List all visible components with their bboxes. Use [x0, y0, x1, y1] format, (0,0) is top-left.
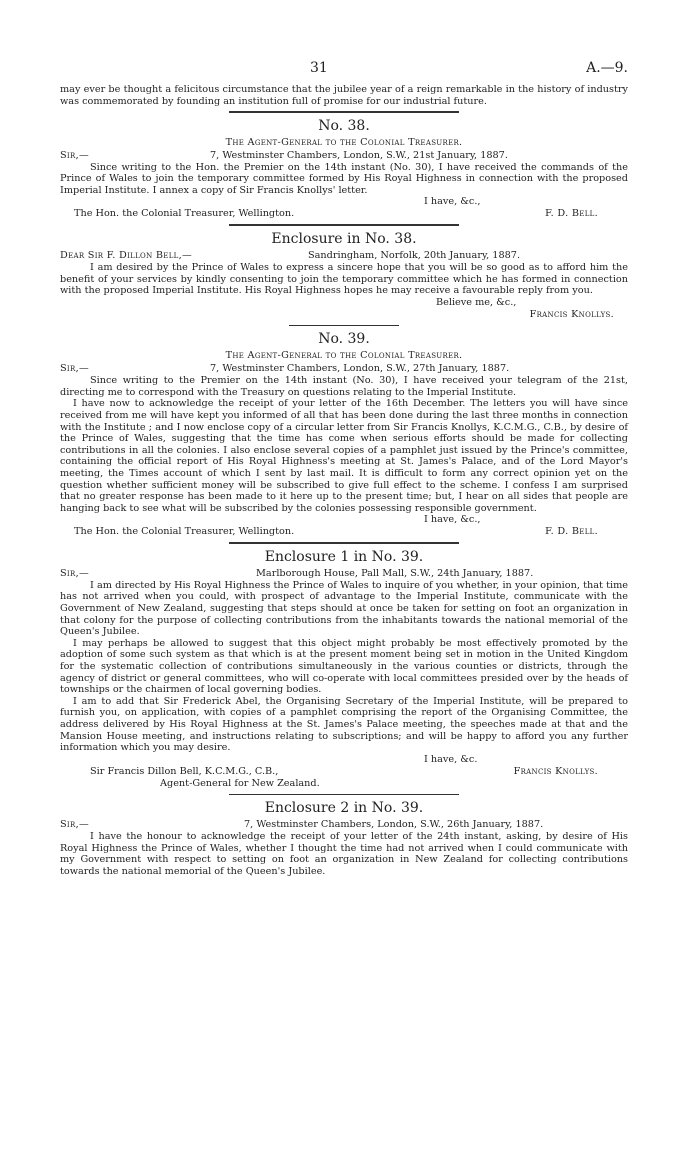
recipient-address: The Hon. the Colonial Treasurer, Wellington. — [74, 526, 295, 538]
closing-line — [60, 196, 628, 208]
address-line — [60, 778, 628, 790]
letter-body: I am desired by the Prince of Wales to express a sincere hope that you will be so good as to afford him the benefit of your services by kindly consenting to join the temporary committee which he has formed in connection with the proposed Imperial Institute. His Royal Highness hopes he may receive a favourable reply from you. — [60, 261, 628, 297]
closing: Believe me, &c., — [436, 296, 517, 308]
dateline: 7, Westminster Chambers, London, S.W., 27th January, 1887. — [210, 363, 510, 375]
salutation-line-no39 — [60, 363, 628, 375]
page-header — [60, 60, 628, 84]
salutation: Sir,— — [60, 819, 89, 831]
closing-line — [60, 297, 628, 309]
salutation: Sir,— — [60, 567, 89, 579]
section-divider — [229, 111, 459, 113]
signature: Francis Knollys. — [513, 765, 598, 777]
salutation-line-enc2 — [60, 819, 628, 831]
dateline: 7, Westminster Chambers, London, S.W., 26th January, 1887. — [244, 819, 544, 831]
enclosure-heading-1-no39: Enclosure 1 in No. 39. — [264, 548, 424, 565]
section-divider — [289, 325, 399, 327]
document-reference: A.—9. — [586, 60, 628, 76]
section-divider — [229, 794, 459, 796]
enclosure-heading-no38: Enclosure in No. 38. — [271, 230, 417, 247]
salutation-line-enc1 — [60, 568, 628, 580]
letter-body: Since writing to the Hon. the Premier on the 14th instant (No. 30), I have received the commands of the Prince of Wales to join the temporary committee formed by His Royal Highness in connection with the proposed Imperial Institute. I annex a copy of Sir Francis Knollys' letter. — [60, 161, 628, 196]
page-number: 31 — [310, 60, 328, 76]
signature: Francis Knollys. — [529, 308, 614, 320]
letter-heading-no39: No. 39. — [318, 331, 370, 348]
letter-subheading-no39: The Agent-General to the Colonial Treasurer. — [225, 350, 463, 362]
signature-line — [60, 309, 628, 321]
closing-line — [60, 514, 628, 526]
recipient-address: Sir Francis Dillon Bell, K.C.M.G., C.B., — [90, 765, 279, 777]
signature: F. D. Bell. — [545, 208, 598, 220]
address-signature-line — [60, 208, 628, 220]
signature: F. D. Bell. — [545, 526, 598, 538]
letter-paragraph: I may perhaps be allowed to suggest that this object might probably be most effectively promoted by the adoption of some such system as that which is at the present moment being set in motion in the United Kingdom for the systematic collection of contributions simultaneously in the various counties or districts, through the agency of district or general committees, who will co-operate with local committees presided over by the heads of townships or the chairmen of local governing bodies. — [60, 637, 628, 696]
letter-paragraph: I am to add that Sir Frederick Abel, the Organising Secretary of the Imperial Institute, will be prepared to furnish you, on application, with copies of a pamphlet comprising the report of the Organising Committee, the address delivered by His Royal Highness at the St. James's Palace meeting, the speeches made at that and the Mansion House meeting, and instructions relating to subscriptions; and will be happy to afford you any further information which you may desire. — [60, 695, 628, 754]
letter-paragraph: I have now to acknowledge the receipt of your letter of the 16th December. The letters you will have since received from me will have kept you informed of all that has been done during the last three months in connection with the Institute ; and I now enclose copy of a circular letter from Sir Francis Knollys, K.C.M.G., C.B., by desire of the Prince of Wales, suggesting that the time has come when serious efforts should be made for collecting contributions in all the colonies. I also enclose several copies of a pamphlet just issued by the Prince's committee, containing the official report of His Royal Highness's meeting at St. James's Palace, and of the Lord Mayor's meeting, the Times account of which I sent by last mail. It is difficult to form any correct opinion yet on the question whether sufficient money will be subscribed to give full effect to the scheme. I confess I am surprised that no greater response has been made to it here up to the present time; but, I hear on all sides that people are hanging back to see what will be subscribed by the colonies possessing responsible government. — [60, 398, 628, 514]
letter-subheading-no38: The Agent-General to the Colonial Treasurer. — [225, 136, 463, 148]
letter-body: I have the honour to acknowledge the receipt of your letter of the 24th instant, asking, by desire of His Royal Highness the Prince of Wales, whether I thought the time had not arrived when I could communicate with my Government with respect to setting on foot an organization in New Zealand for collecting contributions towards the national memorial of the Queen's Jubilee. — [60, 831, 628, 878]
closing: I have, &c., — [424, 196, 481, 208]
salutation-line-no38 — [60, 150, 628, 162]
closing: I have, &c., — [424, 514, 481, 526]
letter-heading-no38: No. 38. — [318, 117, 370, 134]
intro-paragraph: may ever be thought a felicitous circumstance that the jubilee year of a reign remarkable in the history of industry was commemorated by founding an institution full of promise for our industrial future. — [60, 84, 628, 107]
enclosure-heading-2-no39: Enclosure 2 in No. 39. — [264, 800, 424, 817]
recipient-title: Agent-General for New Zealand. — [160, 777, 320, 789]
closing-line — [60, 754, 628, 766]
salutation: Sir,— — [60, 363, 89, 375]
section-divider — [229, 224, 459, 226]
dateline: 7, Westminster Chambers, London, S.W., 21st January, 1887. — [210, 149, 508, 161]
salutation: Dear Sir F. Dillon Bell,— — [60, 249, 192, 261]
dateline: Marlborough House, Pall Mall, S.W., 24th January, 1887. — [256, 567, 534, 579]
dateline: Sandringham, Norfolk, 20th January, 1887. — [308, 249, 521, 261]
letter-paragraph: Since writing to the Premier on the 14th instant (No. 30), I have received your telegram of the 21st, directing me to correspond with the Treasury on questions relating to the Imperial Institute. — [60, 375, 628, 398]
address-signature-line — [60, 526, 628, 538]
document-page — [60, 60, 628, 1150]
letter-paragraph: I am directed by His Royal Highness the Prince of Wales to inquire of you whether, in your opinion, that time has not arrived when you could, with prospect of advantage to the Imperial Institute, communicate with the Government of New Zealand, suggesting that steps should at once be taken for setting on foot an organization in that colony for the purpose of collecting contributions from the inhabitants towards the national memorial of the Queen's Jubilee. — [60, 579, 628, 638]
address-signature-line — [60, 766, 628, 778]
section-divider — [229, 542, 459, 544]
salutation-line-enc38 — [60, 250, 628, 262]
recipient-address: The Hon. the Colonial Treasurer, Wellington. — [74, 208, 295, 220]
salutation: Sir,— — [60, 149, 89, 161]
closing: I have, &c. — [424, 753, 478, 765]
